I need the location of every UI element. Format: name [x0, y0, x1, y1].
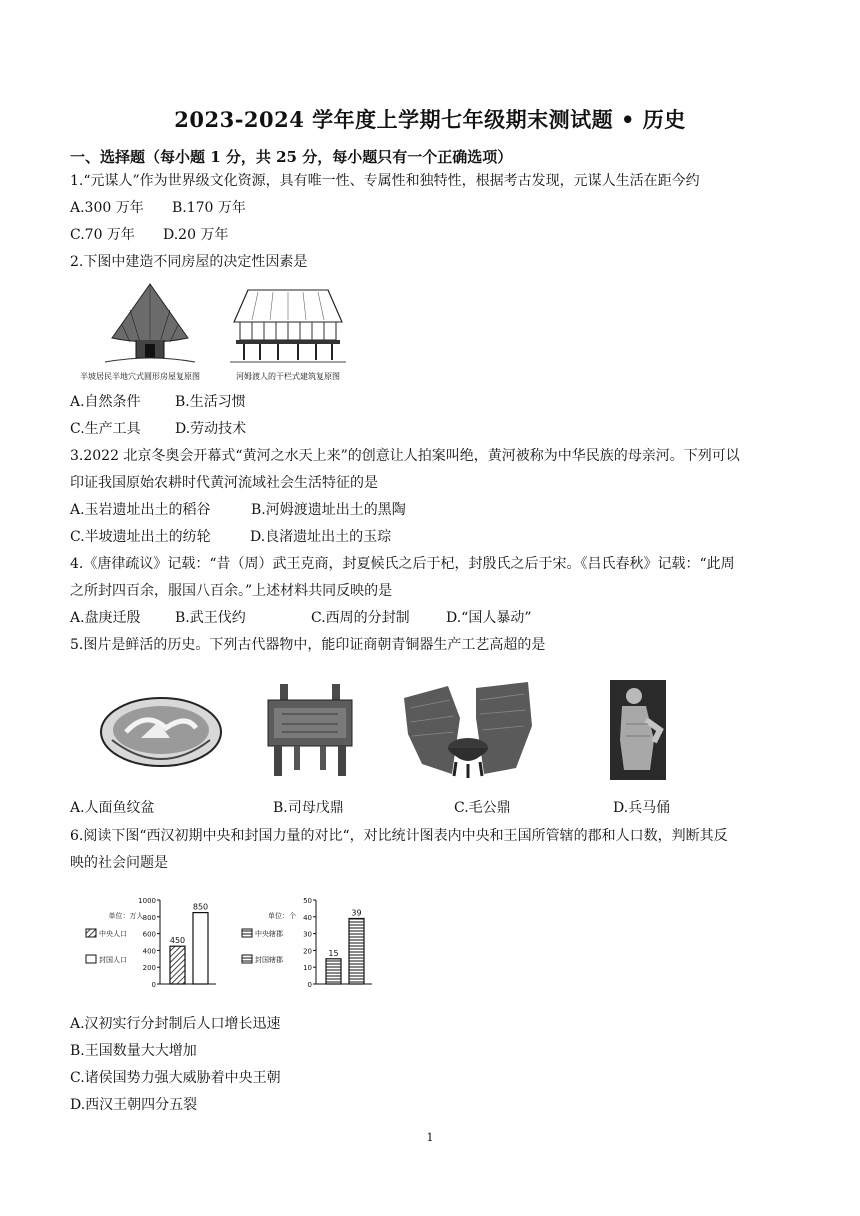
chart-bar-value-label: 39 [351, 908, 362, 918]
q3-option-d: D.良渚遗址出土的玉琮 [250, 529, 392, 545]
q1-stem: 1.“元谋人”作为世界级文化资源，具有唯一性、专属性和独特性，根据考古发现，元谋人生活在距今约 [70, 173, 700, 189]
chart-y-tick-label: 400 [142, 947, 156, 956]
fish-basin-photo [96, 680, 226, 780]
chart-y-tick-label: 10 [303, 964, 312, 973]
maogong-ding-photo [400, 678, 536, 782]
hemudu-caption: 河姆渡人的干栏式建筑复原图 [236, 372, 340, 381]
chart-y-tick-label: 200 [142, 964, 156, 973]
chart-y-tick-label: 0 [307, 981, 312, 989]
banpo-caption: 半坡居民半地穴式圆形房屋复原图 [80, 372, 200, 381]
q2-option-c: C.生产工具 [70, 421, 141, 437]
q4-option-c: C.西周的分封制 [311, 610, 410, 626]
chart-bar [193, 913, 208, 984]
chart-y-tick-label: 1000 [138, 897, 156, 905]
q1-option-d: D.20 万年 [163, 227, 229, 243]
q3-stem-line2: 印证我国原始农耕时代黄河流域社会生活特征的是 [70, 475, 378, 491]
q2-option-a: A.自然条件 [70, 394, 141, 410]
q3-stem-line1: 3.2022 北京冬奥会开幕式“黄河之水天上来”的创意让人拍案叫绝，黄河被称为中华民族的母亲河。下列可以 [70, 448, 740, 464]
terracotta-warrior-photo [610, 680, 666, 780]
q6-option-d: D.西汉王朝四分五裂 [70, 1097, 198, 1113]
q4-option-d: D.“国人暴动” [446, 610, 532, 626]
q6-option-a: A.汉初实行分封制后人口增长迅速 [70, 1016, 281, 1032]
population-chart [80, 888, 220, 992]
q6-option-c: C.诸侯国势力强大威胁着中央王朝 [70, 1070, 281, 1086]
q2-option-b: B.生活习惯 [175, 394, 246, 410]
q4-option-a: A.盘庚迁殷 [70, 610, 141, 626]
chart-legend-label: 中央人口 [99, 930, 127, 938]
q5-option-a: A.人面鱼纹盆 [70, 800, 155, 816]
q4-stem-line2: 之所封四百余，服国八百余。”上述材料共同反映的是 [70, 583, 393, 599]
chart-legend-label: 封国人口 [99, 956, 127, 964]
q3-option-a: A.玉岩遗址出土的稻谷 [70, 502, 211, 518]
chart-legend-swatch [242, 955, 252, 963]
chart-y-tick-label: 800 [142, 913, 156, 922]
q1-option-c: C.70 万年 [70, 227, 135, 243]
chart-legend-swatch [242, 929, 252, 937]
banpo-house-illustration [100, 280, 200, 370]
population-chart-svg [80, 888, 220, 992]
section-heading: 一、选择题（每小题 1 分，共 25 分，每小题只有一个正确选项） [70, 148, 513, 166]
chart-ylabel: 单位：个 [268, 912, 296, 920]
chart-y-tick-label: 50 [303, 897, 312, 905]
chart-ylabel: 单位：万人 [108, 912, 144, 920]
q2-stem: 2.下图中建造不同房屋的决定性因素是 [70, 254, 308, 270]
q3-option-c: C.半坡遗址出土的纺轮 [70, 529, 211, 545]
simuwu-ding-photo [262, 680, 358, 780]
q4-stem-line1: 4.《唐律疏议》记载：“昔（周）武王克商，封夏候氏之后于杞，封殷氏之后于宋。《吕氏春秋》记载：“此周 [70, 556, 735, 572]
chart-y-tick-label: 0 [151, 981, 156, 989]
chart-legend-label: 中央辖郡 [255, 930, 283, 938]
chart-legend-swatch [86, 929, 96, 937]
q6-option-b: B.王国数量大大增加 [70, 1043, 197, 1059]
commandery-chart [236, 888, 376, 992]
page-number: 1 [426, 1131, 434, 1144]
q5-option-b: B.司母戊鼎 [273, 800, 344, 816]
chart-bar-value-label: 850 [192, 902, 209, 912]
chart-y-tick-label: 20 [303, 947, 312, 956]
chart-y-tick-label: 30 [303, 930, 312, 939]
hemudu-stilt-house-illustration [228, 280, 348, 370]
q2-option-d: D.劳动技术 [175, 421, 247, 437]
q6-stem-line1: 6.阅读下图“西汉初期中央和封国力量的对比“，对比统计图表内中央和王国所管辖的郡和人口数，判断其反 [70, 828, 728, 844]
q4-option-b: B.武王伐约 [175, 610, 246, 626]
chart-bar [349, 918, 364, 984]
q1-option-b: B.170 万年 [172, 200, 246, 216]
q5-option-d: D.兵马俑 [613, 800, 671, 816]
q6-stem-line2: 映的社会问题是 [70, 855, 168, 871]
chart-bar [326, 959, 341, 984]
chart-bar [170, 946, 185, 984]
page-title: 2023-2024 学年度上学期七年级期末测试题 • 历史 [174, 107, 686, 132]
q1-option-a: A.300 万年 [70, 200, 144, 216]
chart-y-tick-label: 40 [303, 913, 312, 922]
commandery-chart-svg [236, 888, 376, 992]
chart-bar-value-label: 450 [169, 936, 186, 946]
chart-legend-swatch [86, 955, 96, 963]
chart-y-tick-label: 600 [142, 930, 156, 939]
q5-option-c: C.毛公鼎 [454, 800, 511, 816]
q3-option-b: B.河姆渡遗址出土的黑陶 [251, 502, 406, 518]
q5-stem: 5.图片是鲜活的历史。下列古代器物中，能印证商朝青铜器生产工艺高超的是 [70, 637, 546, 653]
chart-legend-label: 封国辖郡 [255, 956, 283, 964]
chart-bar-value-label: 15 [328, 948, 339, 958]
